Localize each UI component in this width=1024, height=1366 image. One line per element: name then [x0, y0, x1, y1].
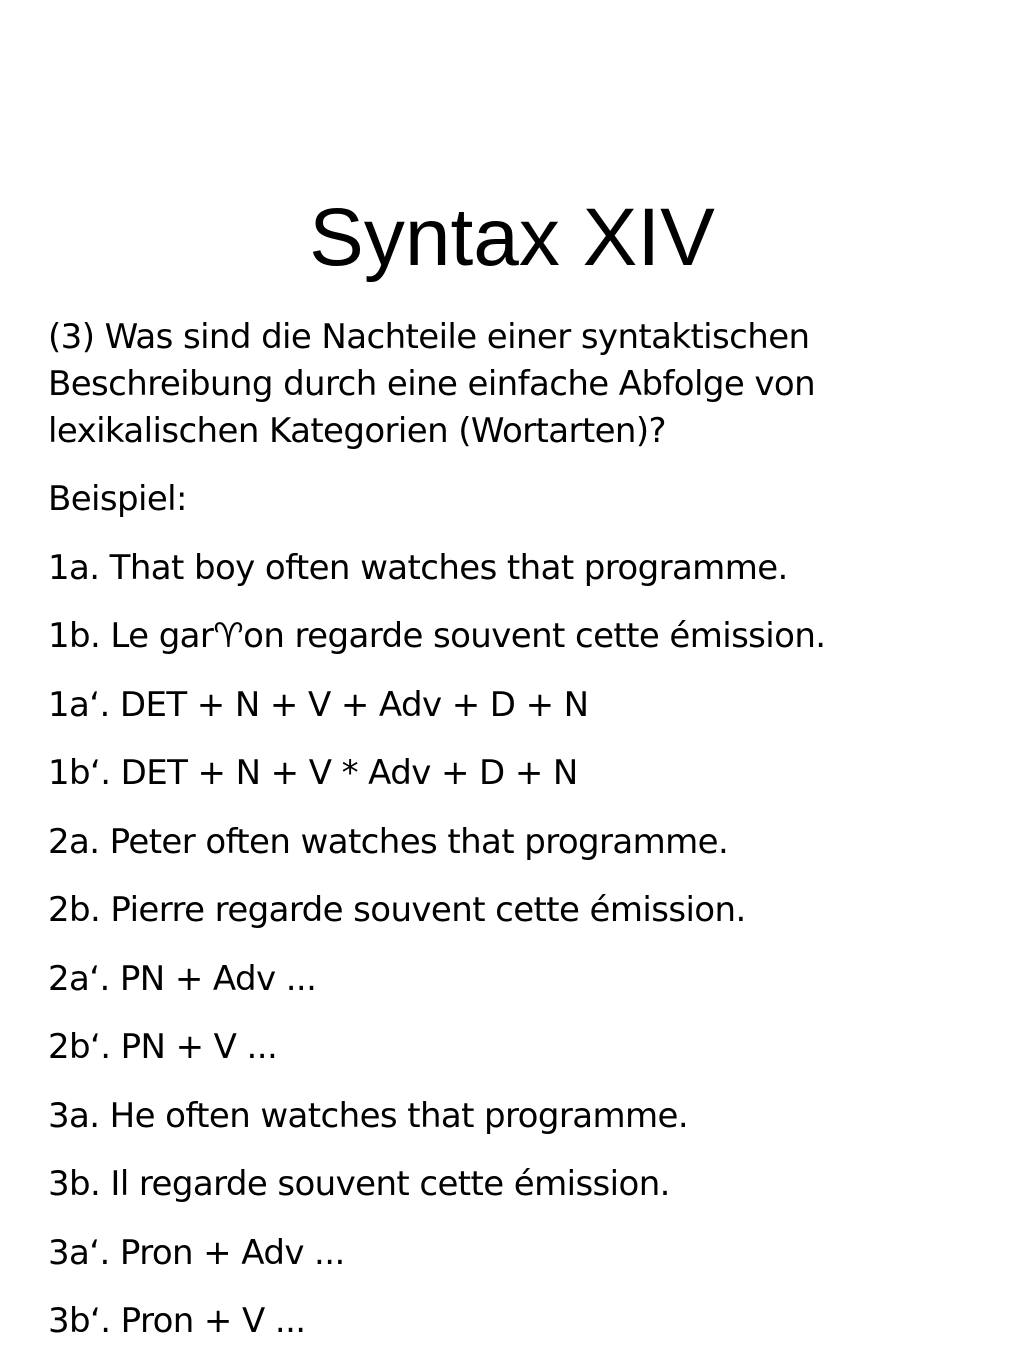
example-line-1b: 1b. Le gar♈on regarde souvent cette émission.: [48, 616, 826, 656]
example-line-1b-prime: 1b‘. DET + N + V * Adv + D + N: [48, 753, 578, 793]
example-line-2b-prime: 2b‘. PN + V ...: [48, 1027, 278, 1067]
example-line-3a: 3a. He often watches that programme.: [48, 1095, 689, 1136]
slide-title: Syntax XIV: [309, 192, 715, 283]
example-line-2b: 2b. Pierre regarde souvent cette émission.: [48, 890, 746, 930]
example-heading: Beispiel:: [48, 479, 187, 519]
slide-body: [48, 314, 988, 1366]
question-text: (3) Was sind die Nachteile einer syntaktischen Beschreibung durch eine einfache Abfolge von lexikalischen Kategorien (Wortarten)?: [48, 317, 816, 451]
example-line-1a: 1a. That boy often watches that programme.: [48, 547, 788, 588]
example-line-1a-prime: 1a‘. DET + N + V + Adv + D + N: [48, 684, 589, 725]
example-line-2a-prime: 2a‘. PN + Adv ...: [48, 958, 317, 999]
example-line-3a-prime: 3a‘. Pron + Adv ...: [48, 1232, 345, 1273]
example-line-2a: 2a. Peter often watches that programme.: [48, 821, 729, 862]
example-line-3b-prime: 3b‘. Pron + V ...: [48, 1301, 306, 1341]
example-line-3b: 3b. Il regarde souvent cette émission.: [48, 1164, 670, 1204]
